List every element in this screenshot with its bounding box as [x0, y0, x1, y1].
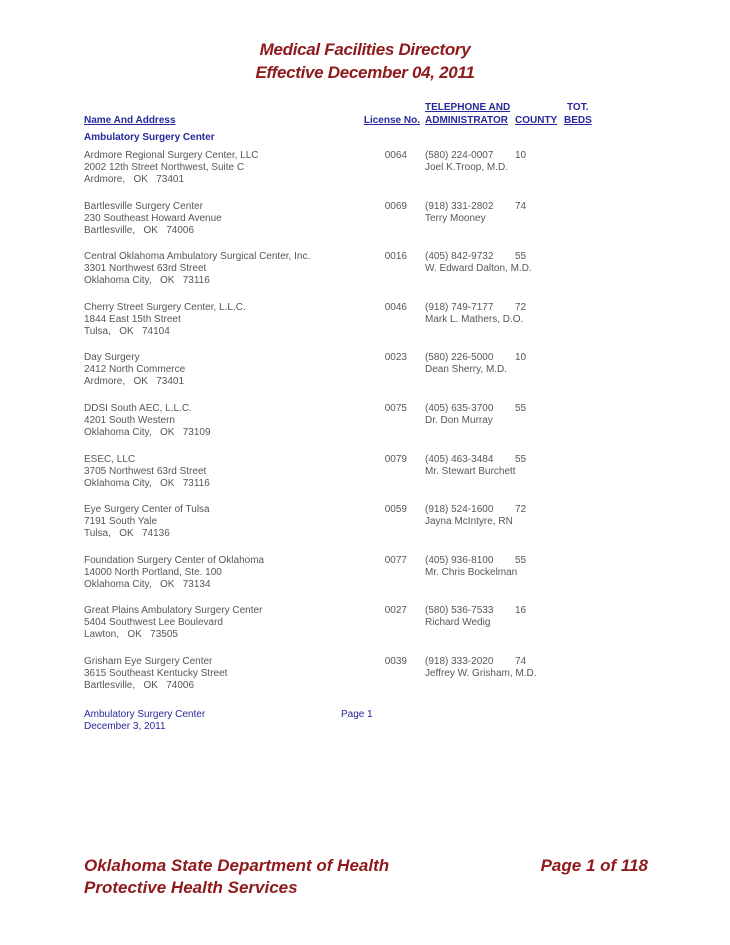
facility-name: Great Plains Ambulatory Surgery Center — [84, 605, 263, 617]
facility-name: DDSI South AEC, L.L.C. — [84, 402, 192, 414]
facility-city-state-zip: Tulsa, OK 74136 — [84, 528, 170, 540]
facility-county-code: 10 — [515, 352, 527, 364]
facility-administrator-name: Terry Mooney — [425, 212, 486, 224]
col-header-administrator: ADMINISTRATOR — [425, 115, 508, 126]
footer-report-date: December 3, 2011 — [84, 721, 166, 732]
facility-street-address: 1844 East 15th Street — [84, 313, 181, 325]
footer-report-name: Ambulatory Surgery Center — [84, 709, 206, 720]
facility-administrator-name: Dean Sherry, M.D. — [425, 364, 508, 376]
facility-row — [84, 605, 624, 641]
facility-phone-number: (405) 842-9732 — [425, 251, 494, 263]
table-header-row — [84, 102, 624, 130]
facility-license-number: 0039 — [384, 655, 407, 667]
facility-administrator-name: Jeffrey W. Grisham, M.D. — [425, 667, 537, 679]
facility-name-address-cell — [84, 454, 360, 490]
facility-street-address: 4201 South Western — [84, 414, 175, 426]
col-header-beds-line1: TOT. — [567, 102, 589, 113]
table-rows — [84, 150, 624, 707]
bottom-footer-left — [84, 855, 389, 899]
col-header-name-address: Name And Address — [84, 115, 176, 126]
facility-phone-number: (580) 536-7533 — [425, 605, 494, 617]
facility-name-address-cell — [84, 302, 360, 338]
facility-phone-number: (918) 749-7177 — [425, 301, 494, 313]
facility-phone-number: (918) 333-2020 — [425, 655, 494, 667]
facility-city-state-zip: Ardmore, OK 73401 — [84, 376, 185, 388]
facility-administrator-name: Mark L. Mathers, D.O. — [425, 313, 524, 325]
facility-administrator-name: Dr. Don Murray — [425, 414, 493, 426]
col-header-county: COUNTY — [515, 115, 558, 126]
facility-city-state-zip: Lawton, OK 73505 — [84, 629, 178, 641]
facility-city-state-zip: Oklahoma City, OK 73109 — [84, 426, 211, 438]
facility-administrator-name: W. Edward Dalton, M.D. — [425, 263, 532, 275]
facility-row — [84, 302, 624, 338]
facility-row — [84, 352, 624, 388]
col-header-license-no: License No. — [363, 115, 420, 126]
facility-phone-number: (580) 224-0007 — [425, 150, 494, 161]
footer-page-number: Page 1 — [341, 709, 373, 720]
department-name: Oklahoma State Department of Health — [84, 856, 390, 875]
facility-name-address-cell — [84, 656, 360, 692]
section-title: Ambulatory Surgery Center — [84, 132, 215, 143]
col-header-beds-line2: BEDS — [564, 115, 592, 126]
facility-row — [84, 251, 624, 287]
facility-name-address-cell — [84, 504, 360, 540]
facility-phone-number: (580) 226-5000 — [425, 352, 494, 364]
facility-name-address-cell — [84, 352, 360, 388]
page-footer-left — [84, 709, 205, 733]
facility-license-number: 0077 — [384, 554, 407, 566]
facility-name: Bartlesville Surgery Center — [84, 200, 203, 212]
facility-license-number: 0023 — [384, 352, 407, 364]
facility-name: Cherry Street Surgery Center, L.L.C. — [84, 301, 246, 313]
facility-license-number: 0075 — [384, 402, 407, 414]
facility-phone-number: (405) 936-8100 — [425, 554, 494, 566]
facility-street-address: 230 Southeast Howard Avenue — [84, 212, 222, 224]
facility-county-code: 10 — [515, 150, 527, 161]
facility-name: Eye Surgery Center of Tulsa — [84, 504, 210, 516]
facility-county-code: 72 — [515, 301, 527, 313]
col-header-telephone-line1: TELEPHONE AND — [425, 102, 511, 113]
facility-street-address: 14000 North Portland, Ste. 100 — [84, 566, 222, 578]
facility-license-number: 0064 — [384, 150, 407, 161]
facility-name-address-cell — [84, 403, 360, 439]
facility-name-address-cell — [84, 605, 360, 641]
facility-phone-number: (405) 463-3484 — [425, 453, 494, 465]
facility-county-code: 72 — [515, 504, 527, 516]
facility-name: ESEC, LLC — [84, 453, 136, 465]
facility-city-state-zip: Oklahoma City, OK 73134 — [84, 578, 211, 590]
bottom-page-count: Page 1 of 118 — [540, 856, 648, 875]
facility-name: Grisham Eye Surgery Center — [84, 655, 213, 667]
facility-license-number: 0069 — [384, 200, 407, 212]
facility-administrator-name: Mr. Stewart Burchett — [425, 465, 516, 477]
facility-name: Foundation Surgery Center of Oklahoma — [84, 554, 265, 566]
facility-phone-number: (918) 331-2802 — [425, 200, 494, 212]
facility-name: Central Oklahoma Ambulatory Surgical Center, Inc. — [84, 251, 311, 263]
facility-county-code: 74 — [515, 655, 527, 667]
facility-city-state-zip: Bartlesville, OK 74006 — [84, 679, 195, 691]
facility-name: Ardmore Regional Surgery Center, LLC — [84, 150, 259, 161]
facility-street-address: 7191 South Yale — [84, 516, 158, 528]
facility-street-address: 2412 North Commerce — [84, 364, 186, 376]
facility-city-state-zip: Oklahoma City, OK 73116 — [84, 275, 210, 287]
facility-administrator-name: Joel K.Troop, M.D. — [425, 162, 508, 173]
title-line-1: Medical Facilities Directory — [259, 40, 471, 59]
facility-phone-number: (918) 524-1600 — [425, 504, 494, 516]
facility-administrator-name: Mr. Chris Bockelman — [425, 566, 518, 578]
facility-administrator-name: Richard Wedig — [425, 617, 491, 629]
facility-administrator-name: Jayna McIntyre, RN — [425, 516, 513, 528]
facility-row — [84, 504, 624, 540]
facility-street-address: 3301 Northwest 63rd Street — [84, 263, 207, 275]
facilities-table — [84, 102, 624, 691]
facility-street-address: 3615 Southeast Kentucky Street — [84, 667, 228, 679]
facility-row — [84, 403, 624, 439]
document-title — [0, 38, 730, 84]
facility-city-state-zip: Tulsa, OK 74104 — [84, 325, 170, 337]
facility-row — [84, 150, 624, 186]
facility-name-address-cell — [84, 555, 360, 591]
facility-county-code: 16 — [515, 605, 527, 617]
facility-row — [84, 201, 624, 237]
facility-county-code: 55 — [515, 402, 527, 414]
facility-name-address-cell — [84, 150, 360, 186]
facility-name-address-cell — [84, 251, 360, 287]
division-name: Protective Health Services — [84, 878, 298, 897]
facility-city-state-zip: Bartlesville, OK 74006 — [84, 224, 195, 236]
facility-city-state-zip: Oklahoma City, OK 73116 — [84, 477, 210, 489]
facility-county-code: 74 — [515, 200, 527, 212]
title-line-2: Effective December 04, 2011 — [255, 63, 475, 82]
facility-city-state-zip: Ardmore, OK 73401 — [84, 174, 185, 185]
facility-county-code: 55 — [515, 554, 527, 566]
facility-license-number: 0079 — [384, 453, 407, 465]
facility-row — [84, 454, 624, 490]
facility-name: Day Surgery — [84, 352, 140, 364]
facility-county-code: 55 — [515, 453, 527, 465]
facility-row — [84, 555, 624, 591]
facility-street-address: 5404 Southwest Lee Boulevard — [84, 617, 223, 629]
facility-phone-number: (405) 635-3700 — [425, 402, 494, 414]
facility-street-address: 2002 12th Street Northwest, Suite C — [84, 162, 245, 173]
facility-license-number: 0046 — [384, 301, 407, 313]
facility-street-address: 3705 Northwest 63rd Street — [84, 465, 207, 477]
facility-county-code: 55 — [515, 251, 527, 263]
facility-license-number: 0016 — [384, 251, 407, 263]
facility-license-number: 0027 — [384, 605, 407, 617]
facility-name-address-cell — [84, 201, 360, 237]
facility-license-number: 0059 — [384, 504, 407, 516]
facility-row — [84, 656, 624, 692]
